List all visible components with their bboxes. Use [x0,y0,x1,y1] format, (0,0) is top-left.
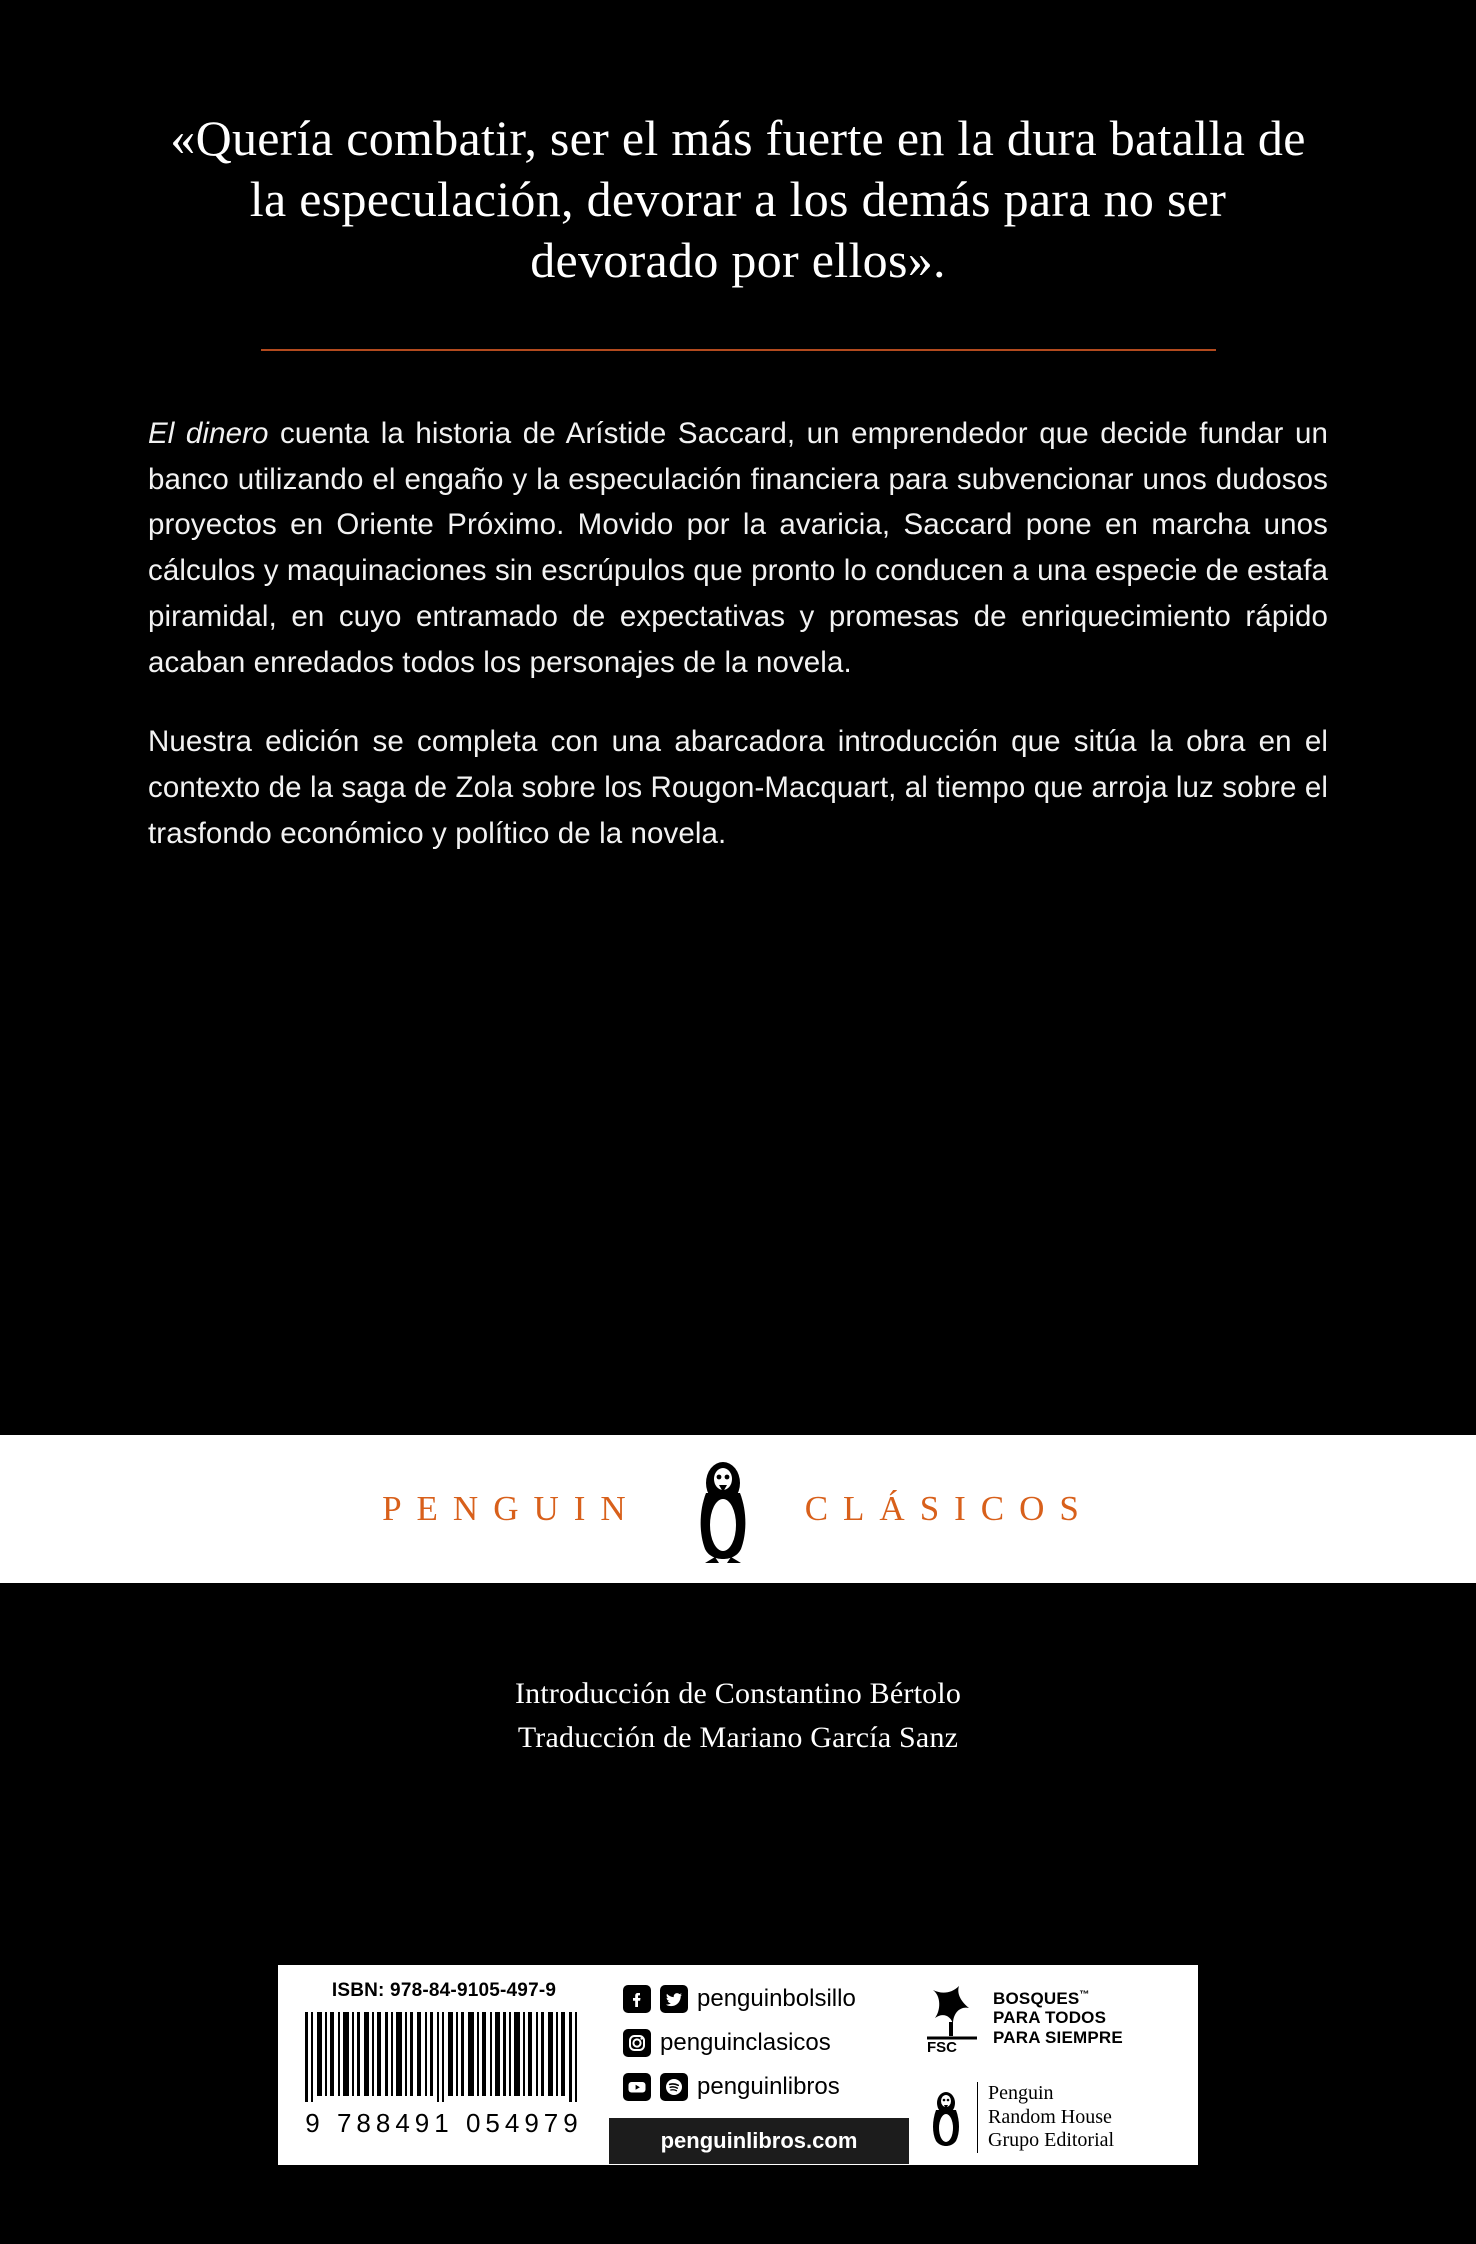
fsc-publisher-block [909,1966,1197,2164]
fsc-line-2: PARA TODOS [993,2008,1107,2028]
imprint-word-clasicos: CLÁSICOS [804,1489,1094,1528]
twitter-icon[interactable] [660,1985,688,2013]
social-handle-penguinlibros[interactable]: penguinlibros [697,2073,840,2100]
social-row-instagram[interactable] [623,2026,909,2060]
fsc-line-3: PARA SIEMPRE [993,2027,1123,2047]
barcode-digits: 9 788491 054979 [305,2108,583,2138]
fsc-line-1: BOSQUES [993,1988,1080,2008]
svg-text:FSC: FSC [927,2039,957,2054]
credit-translation: Traducción de Mariano García Sanz [517,1720,959,1754]
spotify-icon[interactable] [660,2073,688,2101]
fsc-icon [923,1982,981,2054]
social-block [609,1966,909,2164]
website-url[interactable]: penguinlibros.com [609,2118,909,2164]
youtube-icon[interactable] [623,2073,651,2101]
fsc-text: BOSQUES™ PARA TODOS PARA SIEMPRE [993,1988,1123,2047]
instagram-icon[interactable] [623,2029,651,2057]
isbn-label: ISBN: 978-84-9105-497-9 [331,1980,557,2001]
publisher-logo-row [909,2071,1197,2164]
blurb-paragraph-2: Nuestra edición se completa con una abarcadora introducción que sitúa la obra en el contexto de la saga de Zola sobre los Rougon-Macquart, al tiempo que arroja luz sobre el trasfondo económico y político de la novela. [148,725,1328,850]
credit-introduction: Introducción de Constantino Bértolo [514,1677,962,1710]
bottom-info-strip [278,1965,1198,2165]
publisher-line-2: Random House [988,2105,1112,2128]
publisher-line-3: Grupo Editorial [988,2129,1115,2152]
publisher-name [977,2082,1114,2153]
facebook-icon[interactable] [623,1985,651,2013]
penguin-random-house-penguin-icon [925,2088,967,2148]
social-row-facebook-twitter[interactable] [623,1982,909,2016]
penguin-logo-icon [685,1453,761,1565]
quote-section [0,0,1476,351]
fsc-logo-row [909,1966,1197,2071]
pull-quote: «Quería combatir, ser el más fuerte en la dura batalla de la especulación, devorar a los demás para no ser devorado por ellos». [170,110,1306,288]
blurb-paragraph-1 [148,411,1328,685]
social-handle-penguinbolsillo[interactable]: penguinbolsillo [697,1985,856,2012]
credits-block [0,1672,1476,1759]
barcode-icon [299,2010,589,2106]
book-title-italic: El dinero [148,417,269,450]
social-handle-penguinclasicos[interactable]: penguinclasicos [660,2029,831,2056]
blurb-section [0,351,1476,856]
imprint-word-penguin: PENGUIN [382,1489,641,1528]
blurb-paragraph-1-rest: cuenta la historia de Arístide Saccard, un emprendedor que decide fundar un banco utilizando el engaño y la especulación financiera para subvencionar unos dudosos proyectos en Oriente Próximo. Movido por la avaricia, Saccard pone en marcha unos cálculos y maquinaciones sin escrúpulos que pronto lo conducen a una especie de estafa piramidal, en cuyo entramado de expectativas y promesas de enriquecimiento rápido acaban enredados todos los personajes de la novela. [148,417,1328,679]
publisher-line-1: Penguin [988,2082,1054,2105]
social-row-youtube-spotify[interactable] [623,2070,909,2104]
imprint-band [0,1435,1476,1583]
isbn-barcode-block [279,1966,609,2164]
